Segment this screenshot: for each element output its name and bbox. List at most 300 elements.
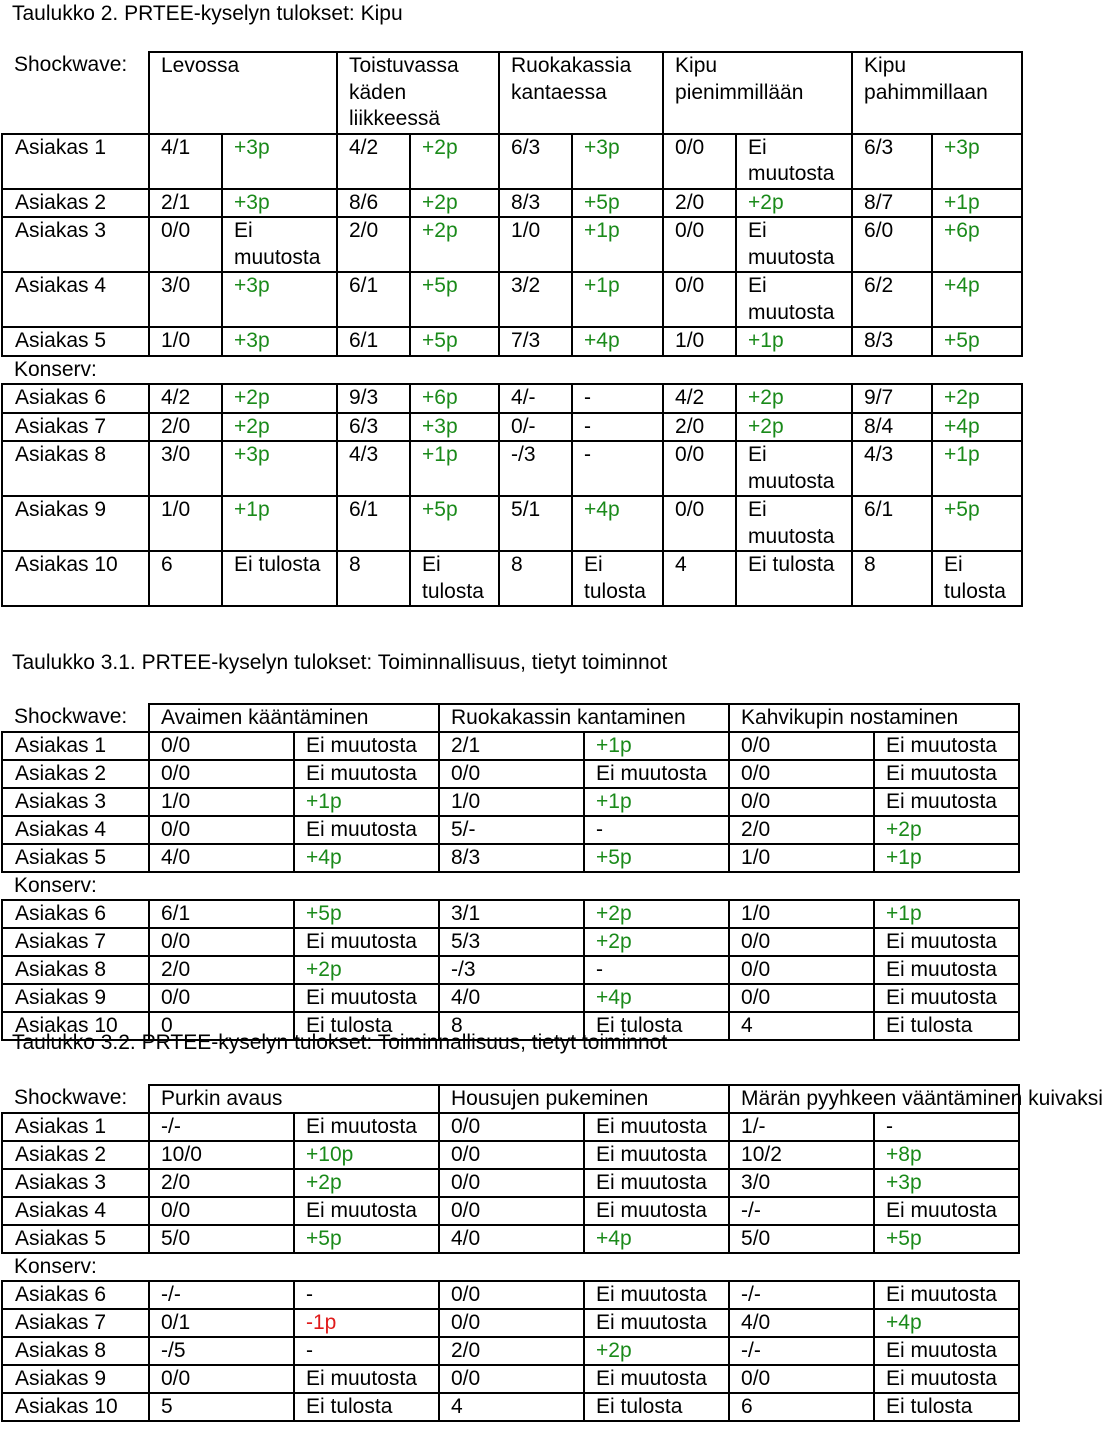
change-cell: Ei muutosta xyxy=(584,1169,729,1197)
score-cell: 6/0 xyxy=(852,217,932,272)
change-cell: +2p xyxy=(932,384,1022,413)
change-cell: Ei tulosta xyxy=(572,551,663,606)
score-cell: 4/2 xyxy=(149,384,222,413)
change-cell: Ei tulosta xyxy=(932,551,1022,606)
score-cell: 0/0 xyxy=(149,760,294,788)
table-row xyxy=(2,844,1019,872)
change-cell: Ei tulosta xyxy=(584,1393,729,1421)
change-cell: Ei muutosta xyxy=(874,1281,1019,1309)
change-cell: Ei muutosta xyxy=(736,496,852,551)
score-cell: -/- xyxy=(729,1281,874,1309)
score-cell: 8/3 xyxy=(439,844,584,872)
score-cell: 3/1 xyxy=(439,900,584,928)
table-3-2-caption: Taulukko 3.2. PRTEE-kyselyn tulokset: Toiminnallisuus, tietyt toiminnot xyxy=(12,1031,668,1054)
row-name: Asiakas 8 xyxy=(2,1337,149,1365)
column-header: Purkin avaus xyxy=(149,1085,439,1113)
table-row xyxy=(2,1197,1019,1225)
change-cell: +2p xyxy=(410,217,499,272)
column-header: Avaimen kääntäminen xyxy=(149,704,439,732)
change-cell: Ei muutosta xyxy=(584,1309,729,1337)
change-cell: +5p xyxy=(410,272,499,327)
change-cell: +1p xyxy=(736,327,852,356)
score-cell: 0/0 xyxy=(663,272,736,327)
row-label-shockwave: Shockwave: xyxy=(14,53,128,76)
row-label-konserv: Konserv: xyxy=(14,357,97,381)
row-label-shockwave: Shockwave: xyxy=(14,1086,128,1109)
row-name: Asiakas 5 xyxy=(2,844,149,872)
table-row xyxy=(2,984,1019,1012)
header-row xyxy=(2,1085,1019,1113)
row-name: Asiakas 9 xyxy=(2,496,149,551)
row-name: Asiakas 2 xyxy=(2,1141,149,1169)
change-cell: +5p xyxy=(294,900,439,928)
score-cell: 9/3 xyxy=(337,384,410,413)
score-cell: 8 xyxy=(499,551,572,606)
change-cell: - xyxy=(294,1337,439,1365)
change-cell: Ei tulosta xyxy=(874,1012,1019,1040)
score-cell: -/- xyxy=(729,1197,874,1225)
row-name: Asiakas 7 xyxy=(2,928,149,956)
score-cell: 8 xyxy=(439,1012,584,1040)
score-cell: -/3 xyxy=(499,441,572,496)
change-cell: +2p xyxy=(736,189,852,218)
change-cell: +4p xyxy=(572,327,663,356)
change-cell: +5p xyxy=(932,496,1022,551)
table-3-2-function xyxy=(1,1084,1103,1422)
change-cell: Ei tulosta xyxy=(874,1393,1019,1421)
row-label-shockwave: Shockwave: xyxy=(14,705,128,728)
change-cell: Ei muutosta xyxy=(736,134,852,189)
table-row xyxy=(2,327,1022,356)
table-2-caption: Taulukko 2. PRTEE-kyselyn tulokset: Kipu xyxy=(12,2,403,25)
score-cell: 3/0 xyxy=(729,1169,874,1197)
change-cell: - xyxy=(572,384,663,413)
score-cell: 4/3 xyxy=(337,441,410,496)
change-cell: Ei muutosta xyxy=(294,928,439,956)
change-cell: +3p xyxy=(932,134,1022,189)
score-cell: 5/0 xyxy=(729,1225,874,1253)
score-cell: 1/0 xyxy=(149,327,222,356)
score-cell: 0/0 xyxy=(729,1365,874,1393)
score-cell: 0/0 xyxy=(663,496,736,551)
column-header: Kahvikupin nostaminen xyxy=(729,704,1019,732)
change-cell: Ei tulosta xyxy=(222,551,337,606)
row-name: Asiakas 3 xyxy=(2,217,149,272)
row-name: Asiakas 4 xyxy=(2,272,149,327)
change-cell: Ei muutosta xyxy=(584,760,729,788)
score-cell: 0/0 xyxy=(149,732,294,760)
score-cell: 6/1 xyxy=(337,272,410,327)
score-cell: 6/3 xyxy=(499,134,572,189)
change-cell: - xyxy=(584,816,729,844)
score-cell: 1/0 xyxy=(499,217,572,272)
score-cell: 0/0 xyxy=(439,760,584,788)
score-cell: 0/0 xyxy=(729,928,874,956)
table-row xyxy=(2,217,1022,272)
score-cell: 3/2 xyxy=(499,272,572,327)
change-cell: +8p xyxy=(874,1141,1019,1169)
score-cell: 3/0 xyxy=(149,272,222,327)
score-cell: 6/1 xyxy=(149,900,294,928)
change-cell: +2p xyxy=(222,413,337,442)
change-cell: Ei muutosta xyxy=(294,816,439,844)
change-cell: +6p xyxy=(410,384,499,413)
table-row xyxy=(2,956,1019,984)
score-cell: 0/0 xyxy=(439,1309,584,1337)
score-cell: -/- xyxy=(149,1113,294,1141)
score-cell: 0/0 xyxy=(149,984,294,1012)
score-cell: 0/0 xyxy=(729,788,874,816)
change-cell: +4p xyxy=(932,272,1022,327)
score-cell: 1/0 xyxy=(149,788,294,816)
header-row xyxy=(2,704,1019,732)
score-cell: 1/0 xyxy=(149,496,222,551)
score-cell: 2/0 xyxy=(439,1337,584,1365)
change-cell: +5p xyxy=(932,327,1022,356)
column-header: Toistuvassa käden liikkeessä xyxy=(337,52,499,134)
change-cell: +3p xyxy=(874,1169,1019,1197)
score-cell: 8/7 xyxy=(852,189,932,218)
row-name: Asiakas 8 xyxy=(2,956,149,984)
score-cell: 0/0 xyxy=(149,1197,294,1225)
row-name: Asiakas 6 xyxy=(2,384,149,413)
change-cell: Ei muutosta xyxy=(294,760,439,788)
change-cell: Ei tulosta xyxy=(294,1393,439,1421)
change-cell: +1p xyxy=(294,788,439,816)
score-cell: 4 xyxy=(663,551,736,606)
table-row xyxy=(2,760,1019,788)
row-name: Asiakas 1 xyxy=(2,134,149,189)
change-cell: Ei muutosta xyxy=(584,1113,729,1141)
column-header: Housujen pukeminen xyxy=(439,1085,729,1113)
change-cell: +1p xyxy=(584,788,729,816)
score-cell: 8/4 xyxy=(852,413,932,442)
score-cell: 1/0 xyxy=(729,844,874,872)
group-row-konserv xyxy=(2,356,1022,385)
table-row xyxy=(2,1281,1019,1309)
score-cell: 4/0 xyxy=(439,984,584,1012)
change-cell: Ei muutosta xyxy=(874,1365,1019,1393)
score-cell: 0/- xyxy=(499,413,572,442)
change-cell: Ei muutosta xyxy=(874,732,1019,760)
change-cell: +2p xyxy=(584,900,729,928)
score-cell: 1/0 xyxy=(663,327,736,356)
change-cell: Ei muutosta xyxy=(874,928,1019,956)
score-cell: -/- xyxy=(729,1337,874,1365)
score-cell: 6 xyxy=(149,551,222,606)
table-row xyxy=(2,496,1022,551)
table-2-pain xyxy=(1,51,1023,607)
column-header: Ruokakassin kantaminen xyxy=(439,704,729,732)
row-name: Asiakas 10 xyxy=(2,1393,149,1421)
change-cell: Ei muutosta xyxy=(294,984,439,1012)
table-row xyxy=(2,816,1019,844)
change-cell: +1p xyxy=(932,441,1022,496)
table-row xyxy=(2,1337,1019,1365)
score-cell: 4/0 xyxy=(149,844,294,872)
score-cell: 2/0 xyxy=(663,189,736,218)
score-cell: 7/3 xyxy=(499,327,572,356)
score-cell: 4/0 xyxy=(439,1225,584,1253)
change-cell: - xyxy=(294,1281,439,1309)
table-row xyxy=(2,1113,1019,1141)
score-cell: 0 xyxy=(149,1012,294,1040)
change-cell: +1p xyxy=(572,217,663,272)
score-cell: 5/- xyxy=(439,816,584,844)
score-cell: 6/1 xyxy=(337,496,410,551)
row-name: Asiakas 9 xyxy=(2,1365,149,1393)
column-header: Kipu pahimmillaan xyxy=(852,52,1022,134)
row-name: Asiakas 1 xyxy=(2,732,149,760)
score-cell: 3/0 xyxy=(149,441,222,496)
change-cell: +4p xyxy=(584,984,729,1012)
score-cell: 4 xyxy=(439,1393,584,1421)
score-cell: 1/0 xyxy=(729,900,874,928)
table-row xyxy=(2,384,1022,413)
change-cell: Ei muutosta xyxy=(874,788,1019,816)
change-cell: +2p xyxy=(874,816,1019,844)
score-cell: 4/3 xyxy=(852,441,932,496)
change-cell: +1p xyxy=(932,189,1022,218)
score-cell: 8 xyxy=(852,551,932,606)
row-label-konserv: Konserv: xyxy=(14,1255,97,1278)
table-row xyxy=(2,1141,1019,1169)
row-name: Asiakas 10 xyxy=(2,1012,149,1040)
change-cell: +3p xyxy=(222,134,337,189)
score-cell: 10/2 xyxy=(729,1141,874,1169)
change-cell: Ei muutosta xyxy=(294,1197,439,1225)
header-row xyxy=(2,52,1022,134)
table-row xyxy=(2,551,1022,606)
change-cell: Ei muutosta xyxy=(736,272,852,327)
row-name: Asiakas 5 xyxy=(2,1225,149,1253)
score-cell: 4/2 xyxy=(663,384,736,413)
table-row xyxy=(2,732,1019,760)
score-cell: 0/0 xyxy=(663,134,736,189)
score-cell: 0/0 xyxy=(439,1365,584,1393)
score-cell: 2/0 xyxy=(337,217,410,272)
change-cell: +1p xyxy=(874,844,1019,872)
score-cell: 0/0 xyxy=(439,1281,584,1309)
row-name: Asiakas 7 xyxy=(2,1309,149,1337)
change-cell: Ei muutosta xyxy=(874,956,1019,984)
score-cell: 0/0 xyxy=(729,984,874,1012)
change-cell: +1p xyxy=(410,441,499,496)
change-cell: +1p xyxy=(572,272,663,327)
score-cell: 0/0 xyxy=(149,816,294,844)
row-name: Asiakas 1 xyxy=(2,1113,149,1141)
change-cell: +4p xyxy=(572,496,663,551)
table-row xyxy=(2,1225,1019,1253)
score-cell: 8 xyxy=(337,551,410,606)
score-cell: -/- xyxy=(149,1281,294,1309)
change-cell: +4p xyxy=(584,1225,729,1253)
column-header: Ruokakassia kantaessa xyxy=(499,52,663,134)
change-cell: Ei muutosta xyxy=(584,1281,729,1309)
table-row xyxy=(2,272,1022,327)
table-3-1-function xyxy=(1,703,1020,1041)
change-cell: +5p xyxy=(410,496,499,551)
change-cell: +1p xyxy=(222,496,337,551)
score-cell: -/5 xyxy=(149,1337,294,1365)
change-cell: +1p xyxy=(584,732,729,760)
row-name: Asiakas 9 xyxy=(2,984,149,1012)
row-name: Asiakas 4 xyxy=(2,816,149,844)
change-cell: +10p xyxy=(294,1141,439,1169)
score-cell: 5 xyxy=(149,1393,294,1421)
change-cell: Ei muutosta xyxy=(294,1365,439,1393)
row-name: Asiakas 10 xyxy=(2,551,149,606)
score-cell: 2/0 xyxy=(663,413,736,442)
score-cell: 5/0 xyxy=(149,1225,294,1253)
score-cell: 6/3 xyxy=(337,413,410,442)
change-cell: +3p xyxy=(222,189,337,218)
score-cell: 6/1 xyxy=(852,496,932,551)
table-row xyxy=(2,189,1022,218)
table-row xyxy=(2,1393,1019,1421)
change-cell: +2p xyxy=(736,384,852,413)
change-cell: +4p xyxy=(874,1309,1019,1337)
table-row xyxy=(2,1309,1019,1337)
score-cell: 5/1 xyxy=(499,496,572,551)
change-cell: - xyxy=(572,413,663,442)
change-cell: +5p xyxy=(572,189,663,218)
change-cell: - xyxy=(572,441,663,496)
score-cell: 2/1 xyxy=(439,732,584,760)
change-cell: Ei muutosta xyxy=(874,1197,1019,1225)
change-cell: Ei muutosta xyxy=(874,760,1019,788)
row-name: Asiakas 2 xyxy=(2,189,149,218)
change-cell: Ei tulosta xyxy=(410,551,499,606)
table-row xyxy=(2,441,1022,496)
change-cell: Ei muutosta xyxy=(584,1365,729,1393)
row-name: Asiakas 6 xyxy=(2,900,149,928)
change-cell: +2p xyxy=(410,134,499,189)
change-cell: +2p xyxy=(294,956,439,984)
score-cell: 0/0 xyxy=(439,1197,584,1225)
score-cell: 10/0 xyxy=(149,1141,294,1169)
score-cell: 0/0 xyxy=(729,956,874,984)
score-cell: 2/1 xyxy=(149,189,222,218)
score-cell: 9/7 xyxy=(852,384,932,413)
table-row xyxy=(2,1169,1019,1197)
column-header: Märän pyyhkeen vääntäminen kuivaksi xyxy=(729,1085,1019,1113)
change-cell: +3p xyxy=(410,413,499,442)
score-cell: 0/0 xyxy=(439,1169,584,1197)
change-cell: +2p xyxy=(584,928,729,956)
change-cell: Ei muutosta xyxy=(584,1141,729,1169)
score-cell: 6/1 xyxy=(337,327,410,356)
table-row xyxy=(2,1365,1019,1393)
table-row xyxy=(2,413,1022,442)
row-name: Asiakas 2 xyxy=(2,760,149,788)
row-name: Asiakas 3 xyxy=(2,1169,149,1197)
column-header: Kipu pienimmillään xyxy=(663,52,852,134)
change-cell: +5p xyxy=(584,844,729,872)
change-cell: +1p xyxy=(874,900,1019,928)
change-cell: Ei muutosta xyxy=(874,1337,1019,1365)
change-cell: +3p xyxy=(572,134,663,189)
score-cell: 2/0 xyxy=(729,816,874,844)
score-cell: 0/0 xyxy=(149,928,294,956)
score-cell: 2/0 xyxy=(149,413,222,442)
change-cell: +4p xyxy=(932,413,1022,442)
score-cell: 6/2 xyxy=(852,272,932,327)
score-cell: 0/0 xyxy=(439,1141,584,1169)
table-3-1-caption: Taulukko 3.1. PRTEE-kyselyn tulokset: Toiminnallisuus, tietyt toiminnot xyxy=(12,651,668,674)
row-label-konserv: Konserv: xyxy=(14,874,97,897)
score-cell: 0/0 xyxy=(729,732,874,760)
row-name: Asiakas 3 xyxy=(2,788,149,816)
change-cell: +5p xyxy=(410,327,499,356)
change-cell: +2p xyxy=(222,384,337,413)
score-cell: 4 xyxy=(729,1012,874,1040)
score-cell: 5/3 xyxy=(439,928,584,956)
score-cell: 0/0 xyxy=(663,217,736,272)
group-row-konserv xyxy=(2,872,1019,900)
change-cell: Ei tulosta xyxy=(584,1012,729,1040)
score-cell: 4/0 xyxy=(729,1309,874,1337)
score-cell: 8/3 xyxy=(499,189,572,218)
change-cell: +2p xyxy=(294,1169,439,1197)
row-name: Asiakas 4 xyxy=(2,1197,149,1225)
change-cell: Ei muutosta xyxy=(584,1197,729,1225)
change-cell: Ei muutosta xyxy=(294,1113,439,1141)
change-cell: +3p xyxy=(222,327,337,356)
row-name: Asiakas 7 xyxy=(2,413,149,442)
change-cell: +4p xyxy=(294,844,439,872)
change-cell: - xyxy=(584,956,729,984)
table-row xyxy=(2,900,1019,928)
change-cell: +2p xyxy=(584,1337,729,1365)
score-cell: 4/2 xyxy=(337,134,410,189)
score-cell: 6/3 xyxy=(852,134,932,189)
row-name: Asiakas 6 xyxy=(2,1281,149,1309)
row-name: Asiakas 8 xyxy=(2,441,149,496)
change-cell: +3p xyxy=(222,272,337,327)
change-cell: - xyxy=(874,1113,1019,1141)
change-cell: +2p xyxy=(736,413,852,442)
score-cell: -/3 xyxy=(439,956,584,984)
score-cell: 6 xyxy=(729,1393,874,1421)
score-cell: 1/0 xyxy=(439,788,584,816)
change-cell: Ei tulosta xyxy=(736,551,852,606)
score-cell: 0/0 xyxy=(149,217,222,272)
change-cell: +5p xyxy=(294,1225,439,1253)
change-cell: Ei muutosta xyxy=(222,217,337,272)
change-cell: Ei muutosta xyxy=(874,984,1019,1012)
score-cell: 0/0 xyxy=(149,1365,294,1393)
score-cell: 0/0 xyxy=(663,441,736,496)
table-row xyxy=(2,928,1019,956)
row-name: Asiakas 5 xyxy=(2,327,149,356)
score-cell: 8/3 xyxy=(852,327,932,356)
score-cell: 2/0 xyxy=(149,1169,294,1197)
column-header: Levossa xyxy=(149,52,337,134)
score-cell: 4/- xyxy=(499,384,572,413)
group-row-konserv xyxy=(2,1253,1019,1281)
score-cell: 0/1 xyxy=(149,1309,294,1337)
change-cell: +5p xyxy=(874,1225,1019,1253)
change-cell: Ei muutosta xyxy=(294,732,439,760)
score-cell: 4/1 xyxy=(149,134,222,189)
table-row xyxy=(2,134,1022,189)
change-cell: Ei muutosta xyxy=(736,217,852,272)
score-cell: 2/0 xyxy=(149,956,294,984)
change-cell: Ei tulosta xyxy=(294,1012,439,1040)
table-row xyxy=(2,788,1019,816)
change-cell: +6p xyxy=(932,217,1022,272)
